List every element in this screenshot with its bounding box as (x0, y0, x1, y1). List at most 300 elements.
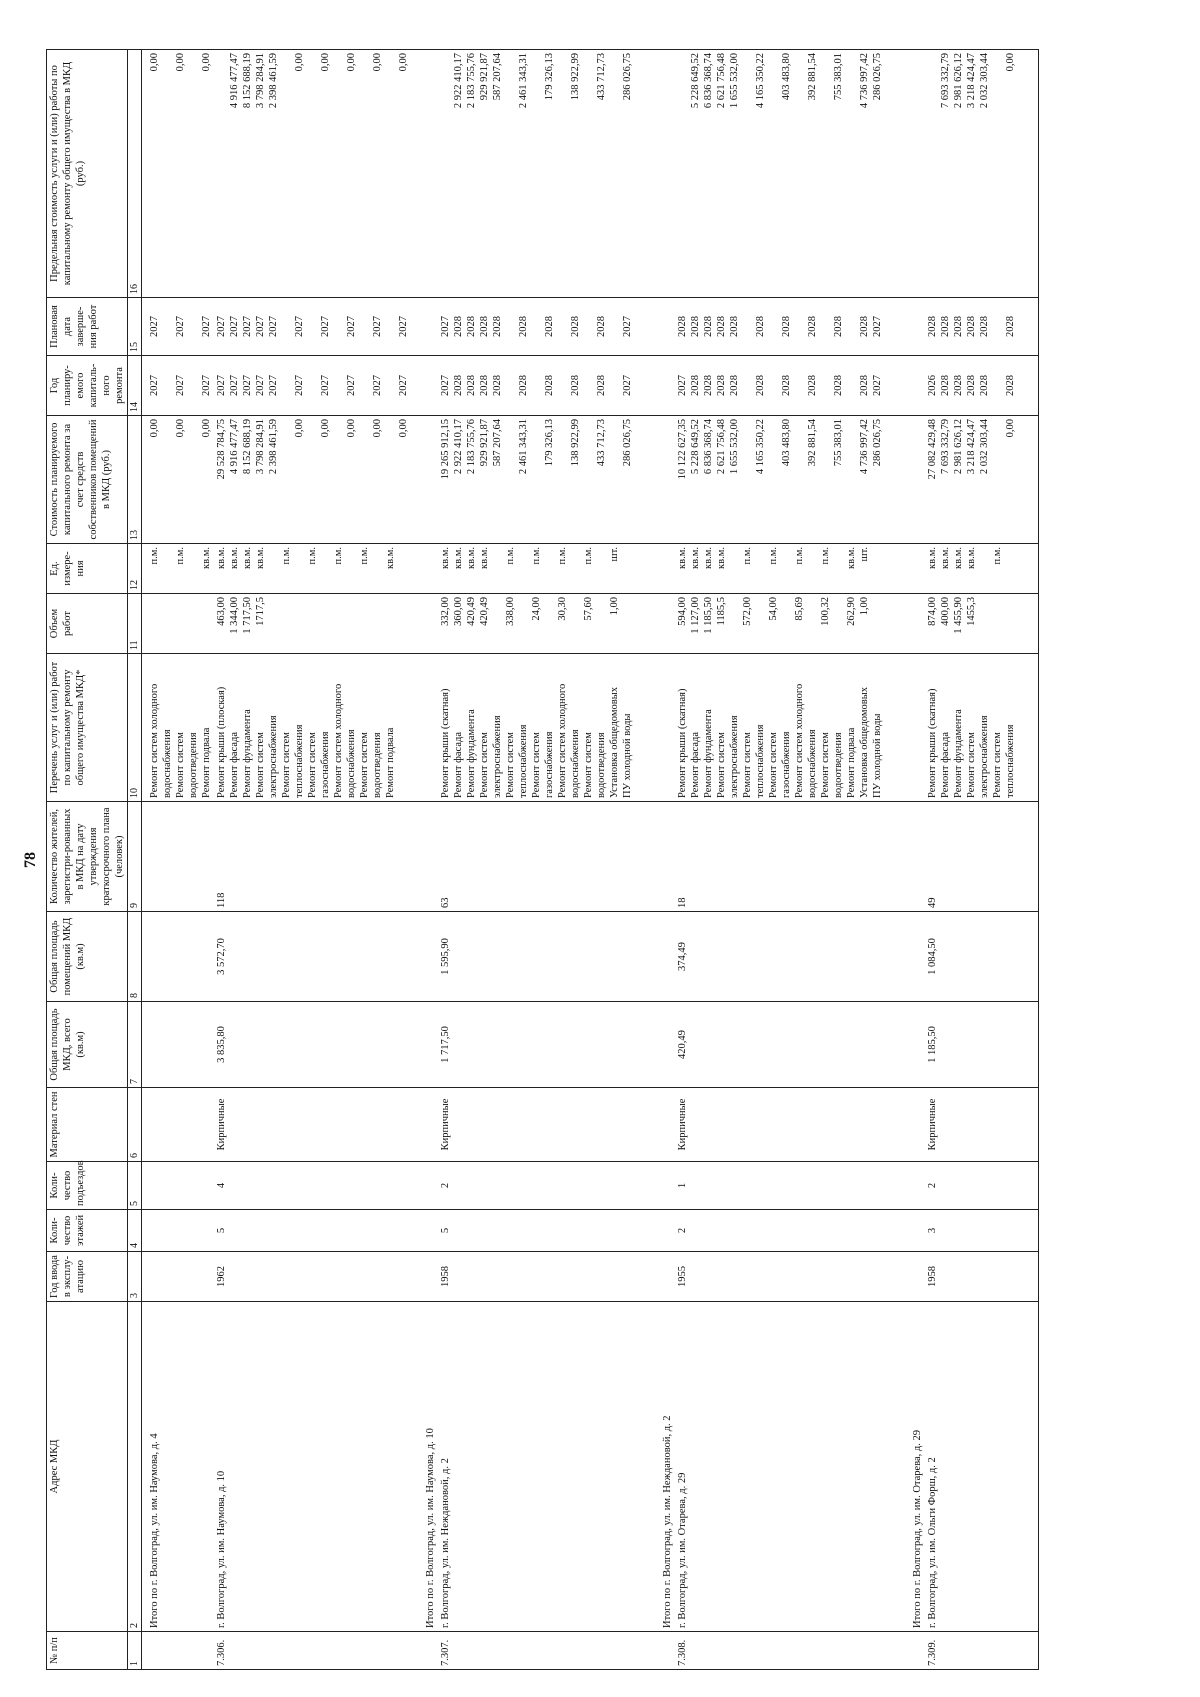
limit-item (884, 53, 897, 294)
empty-cell (418, 298, 438, 356)
total-cost: 10 122 627,35 (677, 419, 688, 480)
date-item (556, 301, 569, 352)
works-cell (925, 654, 1039, 802)
date-item (504, 301, 517, 352)
work-item: Ремонт систем (820, 732, 831, 798)
unit-item: п.м. (742, 547, 753, 565)
spacer (676, 53, 689, 294)
year-item (161, 359, 174, 412)
unit-item: п.м. (359, 547, 370, 565)
date-item: 2028 (729, 316, 740, 337)
column-number: 6 (128, 1088, 142, 1162)
limit-item: 755 383,01 (833, 53, 844, 101)
date-item (384, 301, 397, 352)
year-item (819, 359, 832, 412)
cost-item: 587 207,64 (492, 419, 503, 467)
volume-item: 420,49 (466, 597, 477, 626)
work-item: Ремонт фундамента (953, 709, 964, 798)
unit-item: п.м. (992, 547, 1003, 565)
limit-item: 6 836 368,74 (703, 53, 714, 109)
unit-item: кв.м. (479, 547, 490, 569)
year-item: 2028 (492, 375, 503, 396)
column-header: Коли-чество этажей (47, 1210, 128, 1252)
spacer (926, 53, 939, 294)
limit-item (741, 53, 754, 294)
date-item: 2028 (807, 316, 818, 337)
unit-item: кв.м. (385, 547, 396, 569)
wall-material: Кирпичные (925, 1088, 1039, 1162)
work-item: Ремонт систем (768, 732, 779, 798)
empty-cell (142, 1210, 215, 1252)
column-number: 16 (128, 50, 142, 298)
rooms-area: 1 084,50 (925, 912, 1039, 1002)
cost-item (608, 419, 621, 540)
cost-item: 0,00 (175, 419, 186, 438)
cost-item: 4 916 477,47 (229, 419, 240, 475)
column-header: Год планиру-емого капиталь-ного ремонта (47, 356, 128, 416)
date-item (741, 301, 754, 352)
unit-item: кв.м. (216, 547, 227, 569)
year-item: 2028 (479, 375, 490, 396)
limit-item (582, 53, 595, 294)
volume-item (319, 597, 332, 650)
works-cell (675, 654, 905, 802)
year-item: 2027 (268, 375, 279, 396)
volume-item: 85,69 (794, 597, 805, 621)
empty-cell (655, 1162, 675, 1210)
cost-item (582, 419, 595, 540)
date-item (608, 301, 621, 352)
work-item: Ремонт систем (505, 732, 516, 798)
volume-item: 420,49 (479, 597, 490, 626)
date-item: 2028 (544, 316, 555, 337)
commission-year: 1955 (675, 1252, 905, 1302)
volume-item (871, 597, 884, 650)
unit-item: кв.м. (953, 547, 964, 569)
empty-cell (905, 654, 925, 802)
year-item: 2027 (229, 375, 240, 396)
empty-cell (418, 1088, 438, 1162)
empty-cell (905, 1210, 925, 1252)
empty-cell (418, 544, 438, 594)
limit-item: 179 326,13 (544, 53, 555, 101)
volume-item (569, 597, 582, 650)
total-date: 2028 (677, 316, 688, 337)
cost-item: 2 032 303,44 (979, 419, 990, 475)
limit-item: 392 881,54 (807, 53, 818, 101)
date-item: 2027 (229, 316, 240, 337)
cost-item (767, 419, 780, 540)
work-item: Ремонт фундамента (703, 709, 714, 798)
date-item: 2028 (518, 316, 529, 337)
residents-count: 49 (925, 802, 1039, 912)
year-item (741, 359, 754, 412)
spacer (439, 53, 452, 294)
unit-item: п.м. (505, 547, 516, 565)
total-cost: 29 528 784,75 (216, 419, 227, 480)
date-item: 2027 (622, 316, 633, 337)
cost-item (793, 419, 806, 540)
total-label: Итого по г. Волгоград, ул. им. Наумова, д. 10 (418, 1302, 438, 1632)
empty-cell (905, 802, 925, 912)
work-item: водоотведения (188, 732, 199, 798)
cost-item: 3 798 284,91 (255, 419, 266, 475)
date-item (819, 301, 832, 352)
cost-item: 2 621 756,48 (716, 419, 727, 475)
work-item: Ремонт подвала (846, 727, 857, 798)
empty-cell (905, 1162, 925, 1210)
row-number: 7.307. (438, 1632, 655, 1670)
work-item: Ремонт систем (742, 732, 753, 798)
work-item: Ремонт систем (307, 732, 318, 798)
unit-item: кв.м. (927, 547, 938, 569)
total-row (655, 50, 675, 1670)
limit-item: 138 922,99 (570, 53, 581, 101)
year-item: 2028 (570, 375, 581, 396)
floors-count: 5 (214, 1210, 418, 1252)
cost-item: 286 026,75 (872, 419, 883, 467)
floors-count: 3 (925, 1210, 1039, 1252)
limit-item: 2 461 343,31 (518, 53, 529, 109)
total-date: 2027 (216, 316, 227, 337)
work-item: газоснабжения (544, 731, 555, 798)
unit-item (319, 547, 332, 590)
column-header: Количество жителей, зарегистри-рованных в МКД на дату утверждения краткосрочного плана (человек) (47, 802, 128, 912)
volume-item (832, 597, 845, 650)
total-area: 3 835,80 (214, 1002, 418, 1088)
total-area: 1 185,50 (925, 1002, 1039, 1088)
units-cell (214, 544, 418, 594)
limit-item: 5 228 649,52 (690, 53, 701, 109)
work-item: водоснабжения (346, 729, 357, 798)
unit-item: п.м. (820, 547, 831, 565)
total-label: Итого по г. Волгоград, ул. им. Неждановой, д. 2 (655, 1302, 675, 1632)
work-item: Ремонт подвала (201, 727, 212, 798)
column-header: Общая площадь МКД, всего (кв.м) (47, 1002, 128, 1088)
date-item (582, 301, 595, 352)
year-item: 2028 (544, 375, 555, 396)
volume-item (728, 597, 741, 650)
residents-count: 63 (438, 802, 655, 912)
year-item: 2027 (175, 375, 186, 396)
costs-cell (925, 416, 1039, 544)
rotated-page (20, 40, 1170, 1680)
volume-item: 1,00 (609, 597, 620, 616)
volume-item: 1 344,00 (229, 597, 240, 634)
unit-item (293, 547, 306, 590)
year-item: 2028 (807, 375, 818, 396)
residents-count: 18 (675, 802, 905, 912)
unit-item: п.м. (175, 547, 186, 565)
volumes-cell (214, 594, 418, 654)
work-item: теплоснабжения (1005, 724, 1016, 798)
column-number: 12 (128, 544, 142, 594)
volume-item: 1 127,00 (690, 597, 701, 634)
cost-item: 0,00 (346, 419, 357, 438)
unit-item: п.м. (333, 547, 344, 565)
unit-item (517, 547, 530, 590)
cost-item: 1 655 532,00 (729, 419, 740, 475)
date-item (1017, 301, 1030, 352)
date-item: 2028 (690, 316, 701, 337)
date-item: 2027 (872, 316, 883, 337)
dates-cell (214, 298, 418, 356)
year-item: 2028 (518, 375, 529, 396)
prev-limits-cell (142, 50, 215, 298)
page-number: 78 (22, 852, 39, 868)
year-item: 2028 (453, 375, 464, 396)
column-number: 9 (128, 802, 142, 912)
total-date: 2027 (440, 316, 451, 337)
date-item: 2027 (320, 316, 331, 337)
empty-cell (418, 802, 438, 912)
volume-item: 1717,5 (255, 597, 266, 626)
rooms-area: 1 595,90 (438, 912, 655, 1002)
empty-cell (418, 912, 438, 1002)
dates-cell (925, 298, 1039, 356)
volume-item: 1,00 (859, 597, 870, 616)
unit-item (543, 547, 556, 590)
date-item: 2028 (466, 316, 477, 337)
volume-item: 572,00 (742, 597, 753, 626)
date-item (991, 301, 1004, 352)
empty-cell (418, 1210, 438, 1252)
unit-item (187, 547, 200, 590)
work-item: водоотведения (596, 732, 607, 798)
unit-item: п.м. (794, 547, 805, 565)
year-item (556, 359, 569, 412)
cost-item: 929 921,87 (479, 419, 490, 467)
volumes-cell (925, 594, 1039, 654)
dates-cell (675, 298, 905, 356)
empty-cell (418, 1252, 438, 1302)
unit-item: кв.м. (846, 547, 857, 569)
floors-count: 5 (438, 1210, 655, 1252)
empty-cell (418, 356, 438, 416)
unit-item: п.м. (149, 547, 160, 565)
volume-item: 100,32 (820, 597, 831, 626)
total-area: 1 717,50 (438, 1002, 655, 1088)
prev-dates-cell (142, 298, 215, 356)
limit-item: 2 032 303,44 (979, 53, 990, 109)
work-item: Ремонт систем (583, 732, 594, 798)
date-item (884, 301, 897, 352)
empty-cell (418, 416, 438, 544)
empty-cell (142, 1162, 215, 1210)
cost-item: 179 326,13 (544, 419, 555, 467)
unit-item: п.м. (281, 547, 292, 565)
column-header: Год ввода в эксплу-атацию (47, 1252, 128, 1302)
year-item: 2027 (294, 375, 305, 396)
limit-item: 4 165 350,22 (755, 53, 766, 109)
volume-item (280, 597, 293, 650)
prev-works-cell (142, 654, 215, 802)
limit-item: 403 483,80 (781, 53, 792, 101)
empty-cell (905, 416, 925, 544)
row-number: 7.306. (214, 1632, 418, 1670)
limits-cell (925, 50, 1039, 298)
dates-cell (438, 298, 655, 356)
limit-item (608, 53, 621, 294)
units-cell (675, 544, 905, 594)
cost-item (187, 419, 200, 540)
cost-item: 0,00 (320, 419, 331, 438)
volume-item: 24,00 (531, 597, 542, 621)
limit-item: 7 693 332,79 (940, 53, 951, 109)
building-row (675, 50, 905, 1670)
unit-item: кв.м. (677, 547, 688, 569)
date-item: 2028 (966, 316, 977, 337)
limit-item: 286 026,75 (872, 53, 883, 101)
date-item: 2028 (833, 316, 844, 337)
works-cell (214, 654, 418, 802)
year-item (793, 359, 806, 412)
work-item: Ремонт крыши (скатная) (927, 688, 938, 798)
year-item: 2028 (755, 375, 766, 396)
date-item: 2028 (570, 316, 581, 337)
cost-item (161, 419, 174, 540)
cost-item (634, 419, 647, 540)
empty-cell (418, 654, 438, 802)
building-address: г. Волгоград, ул. им. Наумова, д. 10 (214, 1302, 418, 1632)
empty-cell (655, 544, 675, 594)
limit-item: 0,00 (346, 53, 357, 72)
work-item: Ремонт фундамента (466, 709, 477, 798)
cost-item: 2 981 626,12 (953, 419, 964, 475)
cost-item (556, 419, 569, 540)
date-item (845, 301, 858, 352)
limit-item: 0,00 (398, 53, 409, 72)
column-number: 7 (128, 1002, 142, 1088)
work-item: Ремонт систем (716, 732, 727, 798)
cost-item: 0,00 (149, 419, 160, 438)
unit-item: кв.м. (242, 547, 253, 569)
volume-item (345, 597, 358, 650)
limit-item (767, 53, 780, 294)
limit-item: 8 152 688,19 (242, 53, 253, 109)
column-header: Адрес МКД (47, 1302, 128, 1632)
empty-cell (142, 1252, 215, 1302)
unit-item (267, 547, 280, 590)
building-row (925, 50, 1039, 1670)
empty-cell (905, 50, 925, 298)
column-header: Коли-чество подъездов (47, 1162, 128, 1210)
commission-year: 1962 (214, 1252, 418, 1302)
building-row (214, 50, 418, 1670)
column-number: 10 (128, 654, 142, 802)
unit-item: шт. (609, 547, 620, 562)
limit-item (358, 53, 371, 294)
costs-cell (675, 416, 905, 544)
work-item: ПУ холодной воды (622, 713, 633, 798)
costs-cell (214, 416, 418, 544)
date-item (767, 301, 780, 352)
costs-cell (438, 416, 655, 544)
volume-item (293, 597, 306, 650)
total-year: 2027 (216, 375, 227, 396)
residents-count: 118 (214, 802, 418, 912)
unit-item: кв.м. (255, 547, 266, 569)
cost-item: 403 483,80 (781, 419, 792, 467)
volume-item: 1 185,50 (703, 597, 714, 634)
work-item: Ремонт крыши (плоская) (216, 686, 227, 798)
empty-cell (655, 356, 675, 416)
building-address: г. Волгоград, ул. им. Неждановой, д. 2 (438, 1302, 655, 1632)
work-item: водоотведения (833, 732, 844, 798)
column-header: Предельная стоимость услуги и (или) работы по капитальному ремонту общего имущества в МКД (руб.) (47, 50, 128, 298)
date-item: 2028 (479, 316, 490, 337)
total-year: 2027 (440, 375, 451, 396)
work-item: Ремонт систем (175, 732, 186, 798)
volume-item (621, 597, 634, 650)
entrances-count: 2 (438, 1162, 655, 1210)
unit-item (780, 547, 793, 590)
column-header: Материал стен (47, 1088, 128, 1162)
total-date: 2028 (927, 316, 938, 337)
date-item: 2027 (149, 316, 160, 337)
empty-cell (655, 1632, 675, 1670)
cost-item: 0,00 (201, 419, 212, 438)
limits-cell (214, 50, 418, 298)
year-item (280, 359, 293, 412)
table-body (142, 50, 1039, 1670)
unit-item: п.м. (307, 547, 318, 565)
unit-item (871, 547, 884, 590)
limit-item (634, 53, 647, 294)
cost-item (884, 419, 897, 540)
unit-item: п.м. (557, 547, 568, 565)
years-cell (925, 356, 1039, 416)
year-item (530, 359, 543, 412)
date-item: 2028 (453, 316, 464, 337)
empty-cell (905, 356, 925, 416)
volume-item (358, 597, 371, 650)
commission-year: 1958 (925, 1252, 1039, 1302)
empty-cell (142, 1088, 215, 1162)
total-cost: 19 265 912,15 (440, 419, 451, 480)
unit-item: п.м. (583, 547, 594, 565)
year-item (358, 359, 371, 412)
volume-item (371, 597, 384, 650)
prev-units-cell (142, 544, 215, 594)
unit-item (728, 547, 741, 590)
year-item (884, 359, 897, 412)
year-item (634, 359, 647, 412)
limit-item (793, 53, 806, 294)
work-item: Ремонт систем (255, 732, 266, 798)
work-item: газоснабжения (781, 731, 792, 798)
column-number: 15 (128, 298, 142, 356)
volume-item: 360,00 (453, 597, 464, 626)
volume-item (991, 597, 1004, 650)
empty-cell (905, 1002, 925, 1088)
date-item (358, 301, 371, 352)
year-item: 2027 (242, 375, 253, 396)
work-item: водоотведения (372, 732, 383, 798)
empty-cell (142, 594, 215, 654)
work-item: Ремонт систем (359, 732, 370, 798)
cost-item: 286 026,75 (622, 419, 633, 467)
empty-cell (655, 50, 675, 298)
volume-item: 1 455,90 (953, 597, 964, 634)
cost-item (306, 419, 319, 540)
work-item: Ремонт фасада (229, 731, 240, 798)
year-item: 2028 (833, 375, 844, 396)
volume-item (754, 597, 767, 650)
year-item: 2027 (372, 375, 383, 396)
limit-item (280, 53, 293, 294)
cost-item: 0,00 (294, 419, 305, 438)
